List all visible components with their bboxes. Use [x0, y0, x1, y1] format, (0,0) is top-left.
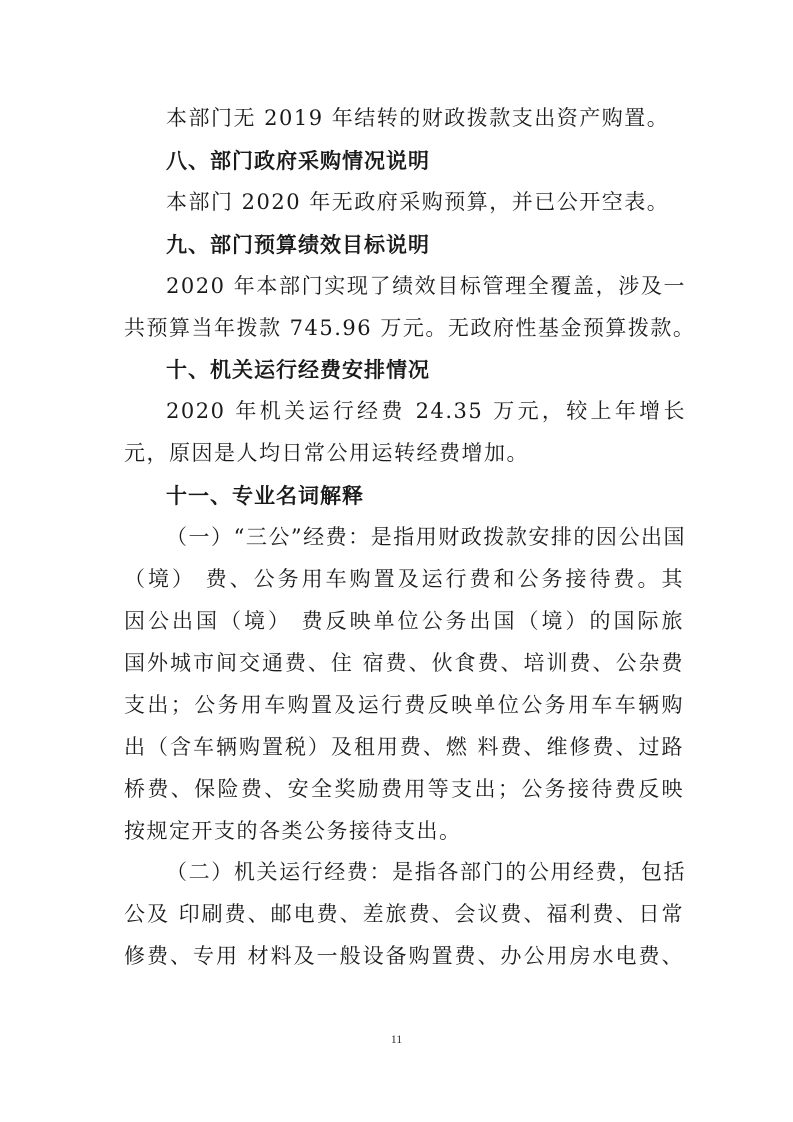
- glossary-one-line-2: （境） 费、公务用车购置及运行费和公务接待费。其: [124, 567, 684, 591]
- heading-operating-expenses: 十、机关运行经费安排情况: [166, 358, 430, 382]
- glossary-one-line-3: 因公出国（境） 费反映单位公务出国（境）的国际旅: [124, 609, 684, 633]
- paragraph-asset-purchase: 本部门无 2019 年结转的财政拨款支出资产购置。: [166, 106, 670, 130]
- glossary-one-line-1: （一）“三公”经费：是指用财政拨款安排的因公出国: [166, 525, 686, 549]
- heading-government-procurement: 八、部门政府采购情况说明: [166, 149, 430, 173]
- glossary-two-line-1: （二）机关运行经费：是指各部门的公用经费，包括: [166, 860, 686, 884]
- glossary-one-line-4: 国外城市间交通费、住 宿费、伙食费、培训费、公杂费: [124, 651, 684, 675]
- paragraph-performance-line-2: 共预算当年拨款 745.96 万元。无政府性基金预算拨款。: [124, 316, 696, 340]
- glossary-two-line-2: 公及 印刷费、邮电费、差旅费、会议费、福利费、日常: [124, 902, 684, 926]
- heading-performance-targets: 九、部门预算绩效目标说明: [166, 233, 430, 257]
- glossary-one-line-6: 出（含车辆购置税）及租用费、燃 料费、维修费、过路: [124, 735, 684, 759]
- glossary-two-line-3: 修费、专用 材料及一般设备购置费、办公用房水电费、: [124, 944, 684, 968]
- paragraph-procurement: 本部门 2020 年无政府采购预算，并已公开空表。: [166, 190, 670, 214]
- paragraph-operating-line-2: 元，原因是人均日常公用运转经费增加。: [124, 441, 529, 465]
- paragraph-performance-line-1: 2020 年本部门实现了绩效目标管理全覆盖，涉及一: [166, 274, 686, 298]
- page-number: 11: [390, 1032, 403, 1046]
- glossary-one-line-8: 按规定开支的各类公务接待支出。: [124, 819, 462, 843]
- heading-glossary: 十一、专业名词解释: [166, 484, 364, 508]
- paragraph-operating-line-1: 2020 年机关运行经费 24.35 万元，较上年增长: [166, 399, 686, 423]
- glossary-one-line-7: 桥费、保险费、安全奖励费用等支出；公务接待费反映: [124, 777, 684, 801]
- glossary-one-line-5: 支出；公务用车购置及运行费反映单位公务用车车辆购: [124, 693, 684, 717]
